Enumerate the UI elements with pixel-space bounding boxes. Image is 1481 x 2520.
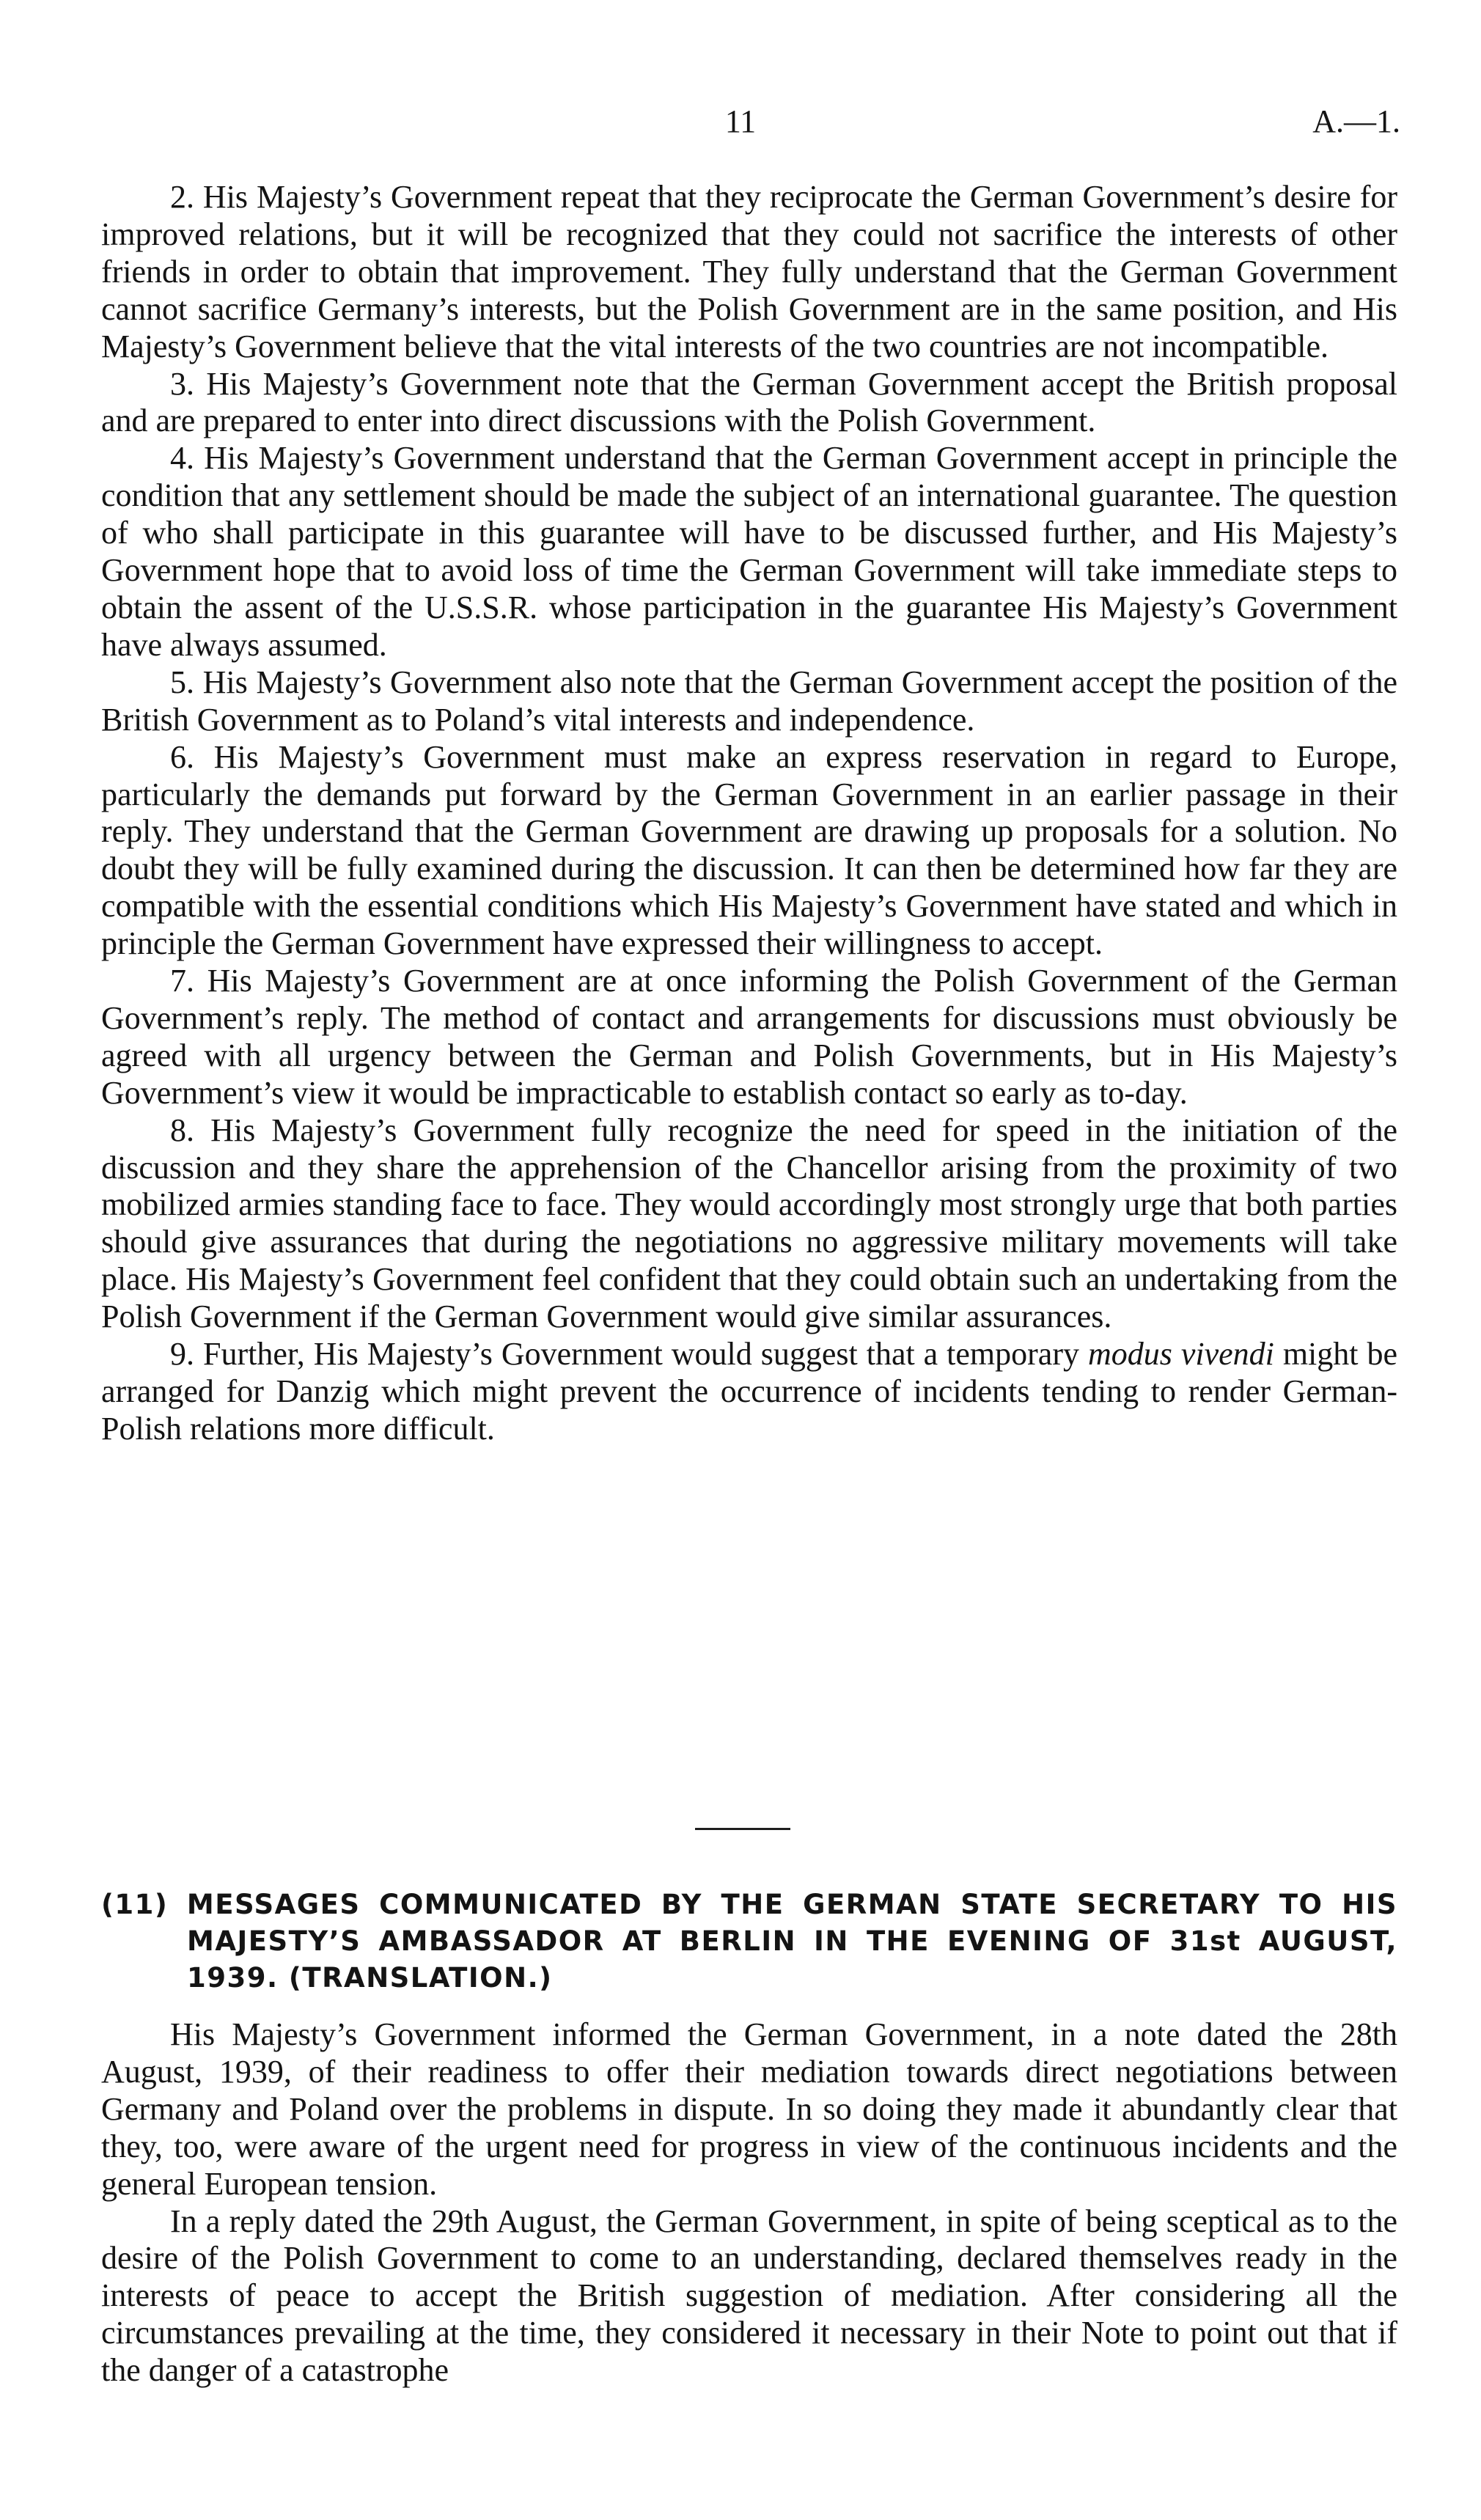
paragraph-9-lead: 9. Further, His Majesty’s Government would suggest that a temporary [170, 1336, 1088, 1373]
paragraph-5: 5. His Majesty’s Government also note that the German Government accept the position of the British Government as to Poland’s vital interests and independence. [101, 664, 1397, 738]
paragraph-9 [101, 1336, 1397, 1448]
paragraph-9-rest: might be arranged for Danzig which might prevent the occurrence of incidents tending to render German-Polish relations more difficult. [101, 1336, 1398, 1447]
reply-body [101, 179, 1397, 1448]
messages-paragraph-2: In a reply dated the 29th August, the German Government, in spite of being sceptical as to the desire of the Polish Government to come to an understanding, declared themselves ready in the interests of peace to accept the British suggestion of mediation. After considering all the circumstances prevailing at the time, they considered it necessary in their Note to point out that if the danger of a catastrophe [101, 2203, 1397, 2389]
paragraph-3: 3. His Majesty’s Government note that the German Government accept the British proposal and are prepared to enter into direct discussions with the Polish Government. [101, 365, 1397, 439]
page-number: 11 [724, 103, 757, 139]
paragraph-7: 7. His Majesty’s Government are at once informing the Polish Government of the German Government’s reply. The method of contact and arrangements for discussions must obviously be agreed with all urgency between the German and Polish Governments, but in His Majesty’s Government’s view it would be impracticable to establish contact so early as to-day. [101, 963, 1397, 1111]
section-divider [695, 1828, 790, 1830]
paragraph-4: 4. His Majesty’s Government understand that the German Government accept in principle the condition that any settlement should be made the subject of an international guarantee. The question of who shall participate in this guarantee will have to be discussed further, and His Majesty’s Government hope that to avoid loss of time the German Government will take immediate steps to obtain the assent of the U.S.S.R. whose participation in the guarantee His Majesty’s Government have always assumed. [101, 440, 1397, 663]
messages-body [101, 2016, 1397, 2389]
document-code: A.—1. [1312, 103, 1400, 139]
section-heading: (11) MESSAGES COMMUNICATED BY THE GERMAN STATE SECRETARY TO HIS MAJESTY’S AMBASSADOR AT BERLIN IN THE EVENING OF 31st AUGUST, 1939. (TRANSLATION.) [101, 1889, 1397, 1994]
paragraph-2: 2. His Majesty’s Government repeat that they reciprocate the German Government’s desire for improved relations, but it will be recognized that they could not sacrifice the interests of other friends in order to obtain that improvement. They fully understand that the German Government cannot sacrifice Germany’s interests, but the Polish Government are in the same position, and His Majesty’s Government believe that the vital interests of the two countries are not incompatible. [101, 179, 1397, 364]
paragraph-8: 8. His Majesty’s Government fully recognize the need for speed in the initiation of the discussion and they share the apprehension of the Chancellor arising from the proximity of two mobilized armies standing face to face. They would accordingly most strongly urge that both parties should give assurances that during the negotiations no aggressive military movements will take place. His Majesty’s Government feel confident that they could obtain such an undertaking from the Polish Government if the German Government would give similar assurances. [101, 1112, 1397, 1335]
paragraph-6: 6. His Majesty’s Government must make an express reservation in regard to Europe, particularly the demands put forward by the German Government in an earlier passage in their reply. They understand that the German Government are drawing up proposals for a solution. No doubt they will be fully examined during the discussion. It can then be determined how far they are compatible with the essential conditions which His Majesty’s Government have stated and which in principle the German Government have expressed their willingness to accept. [101, 738, 1397, 962]
modus-vivendi-term: modus vivendi [1087, 1336, 1274, 1373]
messages-paragraph-1: His Majesty’s Government informed the German Government, in a note dated the 28th August, 1939, of their readiness to offer their mediation towards direct negotiations between Germany and Poland over the problems in dispute. In so doing they made it abundantly clear that they, too, were aware of the urgent need for progress in view of the continuous incidents and the general European tension. [101, 2016, 1397, 2202]
